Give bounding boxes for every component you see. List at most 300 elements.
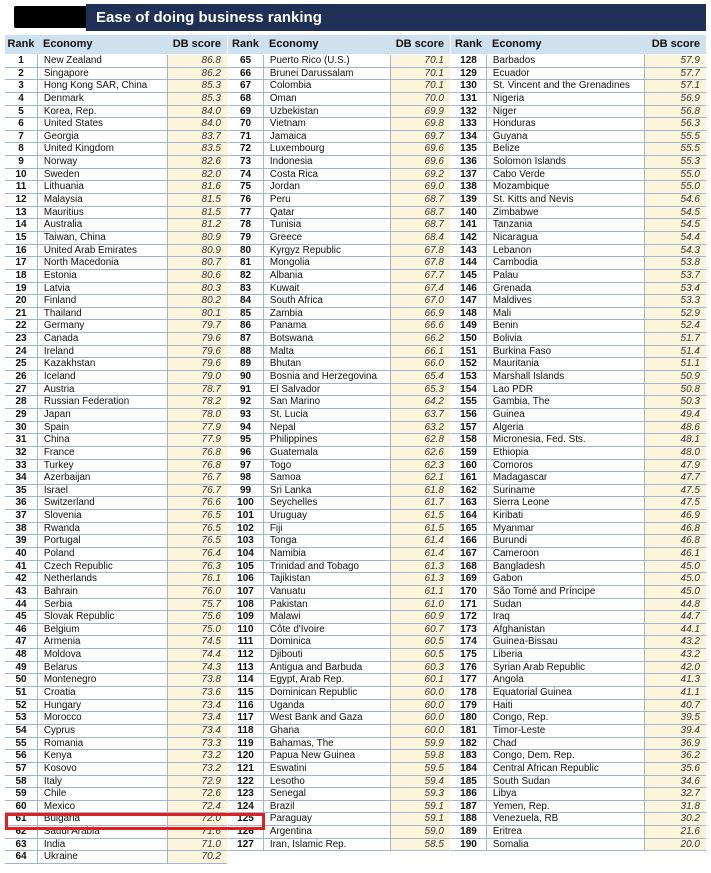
ranking-row bbox=[228, 333, 450, 346]
economy-cell: Cyprus bbox=[37, 725, 165, 737]
economy-cell: Morocco bbox=[37, 712, 165, 724]
ranking-row bbox=[228, 738, 450, 751]
economy-cell: San Marino bbox=[263, 396, 388, 408]
redaction-mark bbox=[14, 6, 88, 28]
rank-cell: 29 bbox=[15, 408, 27, 420]
ranking-row bbox=[451, 422, 706, 435]
rank-cell: 66 bbox=[239, 67, 252, 79]
economy-cell: Fiji bbox=[263, 523, 388, 535]
economy-cell: Indonesia bbox=[263, 156, 388, 168]
ranking-row bbox=[5, 750, 227, 763]
rank-cell: 35 bbox=[15, 484, 27, 496]
ranking-row bbox=[451, 510, 706, 523]
economy-cell: Guinea-Bissau bbox=[486, 636, 642, 648]
rank-cell: 176 bbox=[460, 661, 477, 673]
ranking-row bbox=[5, 636, 227, 649]
score-cell: 76.6 bbox=[167, 497, 227, 509]
rank-cell: 181 bbox=[460, 724, 477, 736]
rank-cell: 159 bbox=[460, 446, 477, 458]
score-cell: 45.0 bbox=[644, 573, 706, 585]
economy-cell: Trinidad and Tobago bbox=[263, 561, 388, 573]
score-cell: 60.7 bbox=[390, 624, 450, 636]
rank-cell: 141 bbox=[460, 219, 477, 231]
ranking-row bbox=[5, 662, 227, 675]
score-cell: 64.2 bbox=[390, 396, 450, 408]
rank-cell: 43 bbox=[15, 585, 27, 597]
score-cell: 81.5 bbox=[167, 194, 227, 206]
economy-cell: Comoros bbox=[486, 460, 642, 472]
score-cell: 72.4 bbox=[167, 801, 227, 813]
ranking-row bbox=[5, 169, 227, 182]
economy-cell: Uruguay bbox=[263, 510, 388, 522]
rank-cell: 16 bbox=[15, 244, 27, 256]
ranking-row bbox=[5, 510, 227, 523]
rank-cell: 84 bbox=[239, 295, 252, 307]
score-cell: 73.8 bbox=[167, 674, 227, 686]
economy-cell: Guatemala bbox=[263, 447, 388, 459]
rank-cell: 13 bbox=[15, 206, 27, 218]
economy-cell: Mexico bbox=[37, 801, 165, 813]
ranking-row bbox=[5, 712, 227, 725]
ranking-row bbox=[451, 106, 706, 119]
economy-cell: Oman bbox=[263, 93, 388, 105]
economy-cell: Gambia, The bbox=[486, 396, 642, 408]
score-cell: 53.3 bbox=[644, 295, 706, 307]
score-cell: 85.3 bbox=[167, 80, 227, 92]
economy-cell: Djibouti bbox=[263, 649, 388, 661]
score-cell: 52.4 bbox=[644, 320, 706, 332]
economy-cell: Angola bbox=[486, 674, 642, 686]
score-cell: 54.5 bbox=[644, 207, 706, 219]
rank-cell: 22 bbox=[15, 320, 27, 332]
economy-cell: West Bank and Gaza bbox=[263, 712, 388, 724]
economy-cell: Iraq bbox=[486, 611, 642, 623]
rank-cell: 57 bbox=[15, 762, 27, 774]
rank-cell: 112 bbox=[237, 649, 254, 661]
rank-cell: 152 bbox=[460, 358, 477, 370]
rank-cell: 186 bbox=[460, 788, 477, 800]
score-cell: 61.7 bbox=[390, 497, 450, 509]
economy-cell: Vietnam bbox=[263, 118, 388, 130]
score-cell: 69.8 bbox=[390, 118, 450, 130]
ranking-row bbox=[5, 687, 227, 700]
ranking-row bbox=[5, 207, 227, 220]
economy-header: Economy bbox=[43, 38, 93, 50]
score-cell: 61.4 bbox=[390, 535, 450, 547]
ranking-row bbox=[5, 270, 227, 283]
ranking-row bbox=[451, 219, 706, 232]
ranking-row bbox=[451, 624, 706, 637]
economy-cell: Marshall Islands bbox=[486, 371, 642, 383]
rank-cell: 135 bbox=[460, 143, 477, 155]
economy-cell: Benin bbox=[486, 320, 642, 332]
economy-cell: New Zealand bbox=[37, 55, 165, 67]
economy-cell: Bangladesh bbox=[486, 561, 642, 573]
ranking-row bbox=[5, 548, 227, 561]
score-cell: 85.3 bbox=[167, 93, 227, 105]
ranking-row bbox=[5, 422, 227, 435]
ranking-row bbox=[5, 573, 227, 586]
ranking-row bbox=[228, 308, 450, 321]
ranking-row bbox=[228, 156, 450, 169]
ranking-row bbox=[5, 826, 227, 839]
ranking-row bbox=[451, 232, 706, 245]
score-cell: 60.5 bbox=[390, 649, 450, 661]
score-cell: 70.1 bbox=[390, 68, 450, 80]
rank-cell: 85 bbox=[239, 307, 252, 319]
rank-cell: 5 bbox=[18, 105, 24, 117]
economy-cell: Turkey bbox=[37, 460, 165, 472]
score-cell: 60.5 bbox=[390, 636, 450, 648]
rank-cell: 182 bbox=[460, 737, 477, 749]
ranking-row bbox=[228, 750, 450, 763]
economy-cell: Côte d'Ivoire bbox=[263, 624, 388, 636]
economy-cell: Antigua and Barbuda bbox=[263, 662, 388, 674]
rank-header: Rank bbox=[232, 38, 259, 50]
economy-cell: Ukraine bbox=[37, 851, 165, 863]
score-cell: 52.9 bbox=[644, 308, 706, 320]
rank-cell: 50 bbox=[15, 674, 27, 686]
ranking-row bbox=[228, 245, 450, 258]
economy-cell: Burundi bbox=[486, 535, 642, 547]
score-cell: 84.0 bbox=[167, 106, 227, 118]
economy-cell: Maldives bbox=[486, 295, 642, 307]
score-cell: 47.9 bbox=[644, 460, 706, 472]
ranking-row bbox=[451, 194, 706, 207]
economy-cell: St. Lucia bbox=[263, 409, 388, 421]
economy-cell: Central African Republic bbox=[486, 763, 642, 775]
economy-cell: Libya bbox=[486, 788, 642, 800]
score-cell: 68.7 bbox=[390, 219, 450, 231]
rank-cell: 56 bbox=[15, 750, 27, 762]
score-cell: 72.0 bbox=[167, 813, 227, 825]
economy-cell: Panama bbox=[263, 320, 388, 332]
rank-cell: 134 bbox=[460, 130, 477, 142]
rank-cell: 26 bbox=[15, 371, 27, 383]
ranking-row bbox=[451, 750, 706, 763]
rank-cell: 68 bbox=[239, 92, 252, 104]
score-cell: 79.6 bbox=[167, 333, 227, 345]
rank-cell: 63 bbox=[15, 838, 27, 850]
rank-cell: 55 bbox=[15, 737, 27, 749]
rank-cell: 59 bbox=[15, 788, 27, 800]
rank-cell: 90 bbox=[239, 371, 252, 383]
rank-cell: 41 bbox=[15, 560, 27, 572]
score-cell: 59.1 bbox=[390, 801, 450, 813]
score-cell: 43.2 bbox=[644, 636, 706, 648]
economy-cell: Cambodia bbox=[486, 257, 642, 269]
score-cell: 61.4 bbox=[390, 548, 450, 560]
score-cell: 73.4 bbox=[167, 700, 227, 712]
ranking-row bbox=[228, 118, 450, 131]
score-cell: 82.6 bbox=[167, 156, 227, 168]
score-cell: 50.9 bbox=[644, 371, 706, 383]
ranking-row bbox=[5, 460, 227, 473]
rank-cell: 133 bbox=[460, 118, 477, 130]
rank-cell: 77 bbox=[239, 206, 252, 218]
ranking-row bbox=[5, 472, 227, 485]
economy-cell: Gabon bbox=[486, 573, 642, 585]
score-cell: 47.7 bbox=[644, 472, 706, 484]
score-cell: 51.1 bbox=[644, 358, 706, 370]
economy-cell: Suriname bbox=[486, 485, 642, 497]
score-cell: 54.6 bbox=[644, 194, 706, 206]
economy-cell: Slovak Republic bbox=[37, 611, 165, 623]
score-cell: 59.8 bbox=[390, 750, 450, 762]
score-cell: 61.5 bbox=[390, 523, 450, 535]
rank-cell: 1 bbox=[18, 55, 24, 66]
score-cell: 20.0 bbox=[644, 839, 706, 851]
ranking-row bbox=[451, 384, 706, 397]
economy-cell: Belarus bbox=[37, 662, 165, 674]
rank-cell: 137 bbox=[460, 168, 477, 180]
rank-cell: 116 bbox=[237, 699, 254, 711]
economy-cell: Norway bbox=[37, 156, 165, 168]
economy-cell: Mozambique bbox=[486, 181, 642, 193]
economy-cell: Chile bbox=[37, 788, 165, 800]
rank-cell: 139 bbox=[460, 194, 477, 206]
ranking-row bbox=[228, 624, 450, 637]
score-cell: 76.3 bbox=[167, 561, 227, 573]
economy-cell: Congo, Rep. bbox=[486, 712, 642, 724]
ranking-row bbox=[451, 371, 706, 384]
ranking-row bbox=[228, 358, 450, 371]
rank-cell: 160 bbox=[460, 459, 477, 471]
rank-cell: 189 bbox=[460, 826, 477, 838]
rank-cell: 109 bbox=[237, 611, 254, 623]
economy-cell: Nicaragua bbox=[486, 232, 642, 244]
score-cell: 46.1 bbox=[644, 548, 706, 560]
ranking-row bbox=[5, 497, 227, 510]
economy-cell: Netherlands bbox=[37, 573, 165, 585]
score-cell: 45.0 bbox=[644, 586, 706, 598]
economy-cell: India bbox=[37, 839, 165, 851]
ranking-row bbox=[228, 763, 450, 776]
economy-cell: Kenya bbox=[37, 750, 165, 762]
economy-header: Economy bbox=[269, 38, 319, 50]
rank-cell: 130 bbox=[460, 80, 477, 92]
score-cell: 77.9 bbox=[167, 422, 227, 434]
ranking-row bbox=[5, 851, 227, 864]
score-cell: 75.6 bbox=[167, 611, 227, 623]
ranking-row bbox=[228, 485, 450, 498]
ranking-row bbox=[228, 548, 450, 561]
rank-cell: 183 bbox=[460, 750, 477, 762]
rank-cell: 143 bbox=[460, 244, 477, 256]
economy-cell: Guyana bbox=[486, 131, 642, 143]
economy-cell: Tunisia bbox=[263, 219, 388, 231]
ranking-row bbox=[451, 207, 706, 220]
ranking-panel-2 bbox=[228, 35, 450, 869]
ranking-row bbox=[451, 738, 706, 751]
score-cell: 55.0 bbox=[644, 181, 706, 193]
score-cell: 55.5 bbox=[644, 143, 706, 155]
economy-cell: Seychelles bbox=[263, 497, 388, 509]
economy-cell: St. Vincent and the Grenadines bbox=[486, 80, 642, 92]
rank-cell: 11 bbox=[15, 181, 27, 193]
score-cell: 73.4 bbox=[167, 712, 227, 724]
score-cell: 53.8 bbox=[644, 257, 706, 269]
economy-cell: Somalia bbox=[486, 839, 642, 851]
score-cell: 80.9 bbox=[167, 232, 227, 244]
economy-cell: Taiwan, China bbox=[37, 232, 165, 244]
economy-cell: Ireland bbox=[37, 346, 165, 358]
ranking-row bbox=[451, 80, 706, 93]
rank-cell: 24 bbox=[15, 345, 27, 357]
rank-cell: 53 bbox=[15, 712, 27, 724]
ranking-row bbox=[451, 358, 706, 371]
rank-cell: 91 bbox=[239, 383, 252, 395]
ranking-row bbox=[451, 573, 706, 586]
ranking-row bbox=[451, 55, 706, 68]
rank-cell: 34 bbox=[15, 472, 27, 484]
rank-cell: 107 bbox=[237, 585, 254, 597]
score-cell: 68.7 bbox=[390, 207, 450, 219]
economy-cell: Bahrain bbox=[37, 586, 165, 598]
rank-cell: 70 bbox=[239, 118, 252, 130]
ranking-row bbox=[5, 131, 227, 144]
score-cell: 55.5 bbox=[644, 131, 706, 143]
ranking-row bbox=[228, 611, 450, 624]
score-cell: 41.1 bbox=[644, 687, 706, 699]
ranking-row bbox=[5, 700, 227, 713]
economy-cell: Bhutan bbox=[263, 358, 388, 370]
economy-cell: Sierra Leone bbox=[486, 497, 642, 509]
ranking-row bbox=[5, 320, 227, 333]
ranking-row bbox=[5, 586, 227, 599]
economy-cell: Jordan bbox=[263, 181, 388, 193]
ranking-row bbox=[451, 776, 706, 789]
score-cell: 65.3 bbox=[390, 384, 450, 396]
rank-cell: 128 bbox=[460, 55, 477, 66]
score-cell: 79.6 bbox=[167, 358, 227, 370]
ranking-row bbox=[5, 156, 227, 169]
economy-cell: Jamaica bbox=[263, 131, 388, 143]
economy-cell: Spain bbox=[37, 422, 165, 434]
rank-cell: 82 bbox=[239, 269, 252, 281]
economy-cell: Burkina Faso bbox=[486, 346, 642, 358]
score-cell: 76.4 bbox=[167, 548, 227, 560]
rank-cell: 121 bbox=[237, 762, 254, 774]
ranking-row bbox=[5, 371, 227, 384]
economy-cell: Singapore bbox=[37, 68, 165, 80]
economy-cell: Chad bbox=[486, 738, 642, 750]
score-cell: 74.3 bbox=[167, 662, 227, 674]
rank-cell: 179 bbox=[460, 699, 477, 711]
economy-cell: Bosnia and Herzegovina bbox=[263, 371, 388, 383]
rank-cell: 122 bbox=[237, 775, 254, 787]
score-cell: 44.7 bbox=[644, 611, 706, 623]
economy-cell: Belgium bbox=[37, 624, 165, 636]
rank-cell: 81 bbox=[239, 257, 252, 269]
economy-cell: Senegal bbox=[263, 788, 388, 800]
score-cell: 60.0 bbox=[390, 712, 450, 724]
rank-cell: 98 bbox=[239, 472, 252, 484]
score-cell: 76.8 bbox=[167, 447, 227, 459]
score-cell: 76.7 bbox=[167, 485, 227, 497]
score-header: DB score bbox=[651, 38, 700, 50]
rank-cell: 145 bbox=[460, 269, 477, 281]
rank-cell: 6 bbox=[18, 118, 24, 130]
economy-cell: Russian Federation bbox=[37, 396, 165, 408]
economy-cell: Kazakhstan bbox=[37, 358, 165, 370]
ranking-row bbox=[451, 839, 706, 852]
economy-cell: Nepal bbox=[263, 422, 388, 434]
ranking-rows bbox=[451, 55, 706, 851]
ranking-row bbox=[5, 219, 227, 232]
economy-cell: Brazil bbox=[263, 801, 388, 813]
ranking-row bbox=[5, 283, 227, 296]
rank-cell: 74 bbox=[239, 168, 252, 180]
rank-cell: 132 bbox=[460, 105, 477, 117]
rank-cell: 180 bbox=[460, 712, 477, 724]
rank-cell: 164 bbox=[460, 510, 477, 522]
rank-cell: 79 bbox=[239, 231, 252, 243]
rank-cell: 163 bbox=[460, 497, 477, 509]
ranking-row bbox=[5, 434, 227, 447]
economy-cell: Guinea bbox=[486, 409, 642, 421]
rank-cell: 40 bbox=[15, 547, 27, 559]
score-cell: 56.8 bbox=[644, 106, 706, 118]
score-cell: 80.2 bbox=[167, 295, 227, 307]
rank-cell: 146 bbox=[460, 282, 477, 294]
rank-cell: 106 bbox=[237, 573, 254, 585]
economy-cell: Myanmar bbox=[486, 523, 642, 535]
score-header: DB score bbox=[395, 38, 444, 50]
ranking-row bbox=[228, 219, 450, 232]
economy-cell: Zambia bbox=[263, 308, 388, 320]
score-cell: 72.6 bbox=[167, 788, 227, 800]
ranking-row bbox=[5, 308, 227, 321]
ranking-rows bbox=[228, 55, 450, 851]
economy-cell: El Salvador bbox=[263, 384, 388, 396]
economy-cell: Samoa bbox=[263, 472, 388, 484]
ranking-row bbox=[451, 611, 706, 624]
economy-cell: Afghanistan bbox=[486, 624, 642, 636]
economy-cell: Bulgaria bbox=[37, 813, 165, 825]
ranking-row bbox=[228, 826, 450, 839]
page-title: Ease of doing business ranking bbox=[96, 9, 322, 26]
ranking-row bbox=[451, 813, 706, 826]
economy-cell: Romania bbox=[37, 738, 165, 750]
ranking-row bbox=[228, 232, 450, 245]
score-cell: 69.9 bbox=[390, 106, 450, 118]
economy-cell: Eswatini bbox=[263, 763, 388, 775]
rank-cell: 170 bbox=[460, 585, 477, 597]
ranking-row bbox=[5, 725, 227, 738]
ranking-row bbox=[228, 687, 450, 700]
score-cell: 80.6 bbox=[167, 270, 227, 282]
ranking-row bbox=[5, 839, 227, 852]
economy-cell: Montenegro bbox=[37, 674, 165, 686]
score-cell: 35.6 bbox=[644, 763, 706, 775]
economy-cell: Dominica bbox=[263, 636, 388, 648]
rank-cell: 38 bbox=[15, 522, 27, 534]
rank-cell: 4 bbox=[18, 92, 24, 104]
score-cell: 58.5 bbox=[390, 839, 450, 851]
ranking-row bbox=[451, 599, 706, 612]
score-cell: 78.7 bbox=[167, 384, 227, 396]
rank-cell: 72 bbox=[239, 143, 252, 155]
ranking-row bbox=[228, 396, 450, 409]
ranking-row bbox=[228, 169, 450, 182]
score-cell: 59.5 bbox=[390, 763, 450, 775]
score-cell: 73.3 bbox=[167, 738, 227, 750]
economy-cell: Kosovo bbox=[37, 763, 165, 775]
rank-cell: 62 bbox=[15, 826, 27, 838]
economy-cell: Ethiopia bbox=[486, 447, 642, 459]
score-cell: 57.9 bbox=[644, 55, 706, 67]
